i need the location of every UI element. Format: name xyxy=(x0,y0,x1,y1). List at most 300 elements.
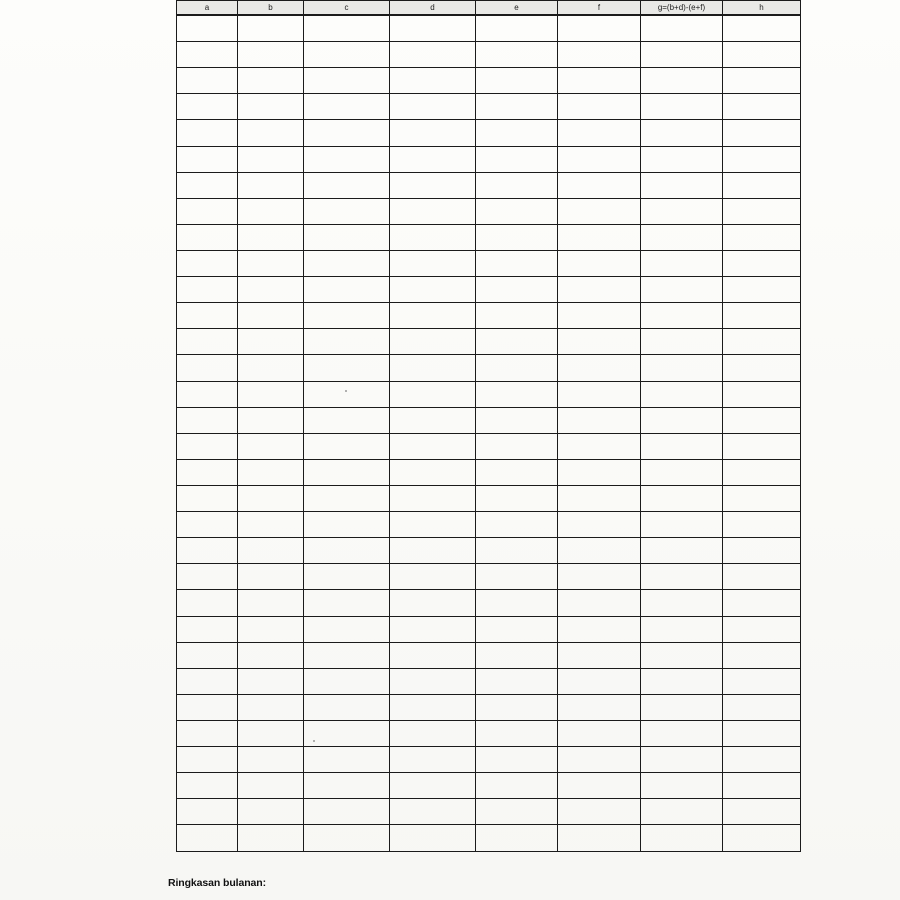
table-cell[interactable] xyxy=(238,251,304,277)
table-cell[interactable] xyxy=(476,668,558,694)
table-cell[interactable] xyxy=(641,616,723,642)
table-cell[interactable] xyxy=(177,94,238,120)
table-cell[interactable] xyxy=(304,68,390,94)
table-row xyxy=(177,120,801,146)
table-row xyxy=(177,251,801,277)
table-cell[interactable] xyxy=(390,773,476,799)
table-cell[interactable] xyxy=(238,720,304,746)
table-cell[interactable] xyxy=(641,668,723,694)
table-row xyxy=(177,799,801,825)
table-cell[interactable] xyxy=(641,68,723,94)
table-cell[interactable] xyxy=(390,277,476,303)
table-cell[interactable] xyxy=(304,407,390,433)
table-cell[interactable] xyxy=(476,747,558,773)
table-cell[interactable] xyxy=(304,538,390,564)
table-cell[interactable] xyxy=(641,773,723,799)
table-cell[interactable] xyxy=(238,355,304,381)
table-cell[interactable] xyxy=(641,15,723,42)
table-cell[interactable] xyxy=(723,42,801,68)
table-cell[interactable] xyxy=(390,329,476,355)
table-cell[interactable] xyxy=(390,799,476,825)
table-cell[interactable] xyxy=(476,172,558,198)
table-cell[interactable] xyxy=(641,485,723,511)
table-cell[interactable] xyxy=(476,459,558,485)
table-cell[interactable] xyxy=(641,277,723,303)
table-cell[interactable] xyxy=(390,747,476,773)
table-cell[interactable] xyxy=(304,825,390,852)
table-cell[interactable] xyxy=(476,642,558,668)
table-cell[interactable] xyxy=(641,407,723,433)
table-cell[interactable] xyxy=(304,120,390,146)
table-row xyxy=(177,538,801,564)
table-cell[interactable] xyxy=(558,355,641,381)
table-cell[interactable] xyxy=(238,146,304,172)
table-cell[interactable] xyxy=(177,720,238,746)
table-cell[interactable] xyxy=(304,459,390,485)
table-cell[interactable] xyxy=(723,277,801,303)
table-cell[interactable] xyxy=(390,407,476,433)
table-cell[interactable] xyxy=(558,224,641,250)
table-cell[interactable] xyxy=(558,329,641,355)
table-cell[interactable] xyxy=(390,42,476,68)
table-cell[interactable] xyxy=(558,747,641,773)
table-cell[interactable] xyxy=(641,42,723,68)
table-cell[interactable] xyxy=(238,747,304,773)
table-cell[interactable] xyxy=(390,590,476,616)
column-header: c xyxy=(304,1,390,16)
table-cell[interactable] xyxy=(304,694,390,720)
table-row xyxy=(177,433,801,459)
table-cell[interactable] xyxy=(558,590,641,616)
table-cell[interactable] xyxy=(177,42,238,68)
table-cell[interactable] xyxy=(558,94,641,120)
table-cell[interactable] xyxy=(390,303,476,329)
table-cell[interactable] xyxy=(723,485,801,511)
table-cell[interactable] xyxy=(641,198,723,224)
table-cell[interactable] xyxy=(177,381,238,407)
table-cell[interactable] xyxy=(238,224,304,250)
table-cell[interactable] xyxy=(641,433,723,459)
table-cell[interactable] xyxy=(641,747,723,773)
table-cell[interactable] xyxy=(177,538,238,564)
table-cell[interactable] xyxy=(723,694,801,720)
table-row xyxy=(177,224,801,250)
table-cell[interactable] xyxy=(476,512,558,538)
table-cell[interactable] xyxy=(304,512,390,538)
table-cell[interactable] xyxy=(238,512,304,538)
table-row xyxy=(177,616,801,642)
table-cell[interactable] xyxy=(558,485,641,511)
table-cell[interactable] xyxy=(476,355,558,381)
table-cell[interactable] xyxy=(723,146,801,172)
table-cell[interactable] xyxy=(238,433,304,459)
table-cell[interactable] xyxy=(558,668,641,694)
column-header: f xyxy=(558,1,641,16)
table-cell[interactable] xyxy=(177,512,238,538)
table-cell[interactable] xyxy=(476,538,558,564)
table-cell[interactable] xyxy=(476,94,558,120)
table-cell[interactable] xyxy=(476,303,558,329)
table-cell[interactable] xyxy=(177,564,238,590)
table-row xyxy=(177,694,801,720)
table-cell[interactable] xyxy=(390,120,476,146)
table-cell[interactable] xyxy=(304,485,390,511)
table-cell[interactable] xyxy=(177,224,238,250)
table-cell[interactable] xyxy=(390,251,476,277)
table-cell[interactable] xyxy=(177,773,238,799)
table-cell[interactable] xyxy=(238,42,304,68)
table-cell[interactable] xyxy=(390,224,476,250)
table-cell[interactable] xyxy=(641,825,723,852)
table-cell[interactable] xyxy=(177,355,238,381)
table-cell[interactable] xyxy=(641,799,723,825)
table-cell[interactable] xyxy=(177,799,238,825)
table-cell[interactable] xyxy=(177,303,238,329)
table-cell[interactable] xyxy=(238,303,304,329)
table-cell[interactable] xyxy=(476,433,558,459)
table-cell[interactable] xyxy=(304,94,390,120)
table-cell[interactable] xyxy=(390,381,476,407)
table-cell[interactable] xyxy=(641,512,723,538)
table-cell[interactable] xyxy=(476,799,558,825)
table-cell[interactable] xyxy=(641,329,723,355)
table-cell[interactable] xyxy=(304,146,390,172)
table-cell[interactable] xyxy=(238,94,304,120)
table-cell[interactable] xyxy=(558,459,641,485)
table-cell[interactable] xyxy=(238,172,304,198)
table-cell[interactable] xyxy=(476,68,558,94)
table-cell[interactable] xyxy=(476,485,558,511)
table-cell[interactable] xyxy=(304,720,390,746)
table-cell[interactable] xyxy=(304,642,390,668)
table-cell[interactable] xyxy=(390,198,476,224)
table-cell[interactable] xyxy=(558,694,641,720)
table-cell[interactable] xyxy=(558,120,641,146)
table-row xyxy=(177,68,801,94)
table-cell[interactable] xyxy=(390,564,476,590)
table-cell[interactable] xyxy=(558,720,641,746)
table-cell[interactable] xyxy=(304,277,390,303)
scan-speck xyxy=(313,740,315,742)
table-cell[interactable] xyxy=(476,224,558,250)
table-cell[interactable] xyxy=(390,355,476,381)
table-row xyxy=(177,590,801,616)
table-cell[interactable] xyxy=(177,277,238,303)
table-cell[interactable] xyxy=(177,485,238,511)
column-header: e xyxy=(476,1,558,16)
table-cell[interactable] xyxy=(558,303,641,329)
table-cell[interactable] xyxy=(558,642,641,668)
table-cell[interactable] xyxy=(238,773,304,799)
table-row xyxy=(177,407,801,433)
table-cell[interactable] xyxy=(476,590,558,616)
table-cell[interactable] xyxy=(390,459,476,485)
table-cell[interactable] xyxy=(177,329,238,355)
table-cell[interactable] xyxy=(723,459,801,485)
table-cell[interactable] xyxy=(558,799,641,825)
table-cell[interactable] xyxy=(238,68,304,94)
table-cell[interactable] xyxy=(558,146,641,172)
table-cell[interactable] xyxy=(304,329,390,355)
table-cell[interactable] xyxy=(390,642,476,668)
table-row xyxy=(177,198,801,224)
table-row xyxy=(177,642,801,668)
table-cell[interactable] xyxy=(238,15,304,42)
table-cell[interactable] xyxy=(476,277,558,303)
table-cell[interactable] xyxy=(304,251,390,277)
table-cell[interactable] xyxy=(723,15,801,42)
table-row xyxy=(177,146,801,172)
table-cell[interactable] xyxy=(723,94,801,120)
table-cell[interactable] xyxy=(476,825,558,852)
table-cell[interactable] xyxy=(390,512,476,538)
table-cell[interactable] xyxy=(723,616,801,642)
table-cell[interactable] xyxy=(723,668,801,694)
table-cell[interactable] xyxy=(476,251,558,277)
table-row xyxy=(177,277,801,303)
table-cell[interactable] xyxy=(177,668,238,694)
table-cell[interactable] xyxy=(238,538,304,564)
table-cell[interactable] xyxy=(723,329,801,355)
table-cell[interactable] xyxy=(304,15,390,42)
table-cell[interactable] xyxy=(476,146,558,172)
table-cell[interactable] xyxy=(723,747,801,773)
table-cell[interactable] xyxy=(304,433,390,459)
table-cell[interactable] xyxy=(304,616,390,642)
table-cell[interactable] xyxy=(476,407,558,433)
table-row xyxy=(177,564,801,590)
table-cell[interactable] xyxy=(304,590,390,616)
table-cell[interactable] xyxy=(723,642,801,668)
table-cell[interactable] xyxy=(723,590,801,616)
table-cell[interactable] xyxy=(238,590,304,616)
table-cell[interactable] xyxy=(723,68,801,94)
table-cell[interactable] xyxy=(641,459,723,485)
table-row xyxy=(177,459,801,485)
table-row xyxy=(177,94,801,120)
table-cell[interactable] xyxy=(558,68,641,94)
table-cell[interactable] xyxy=(723,251,801,277)
table-cell[interactable] xyxy=(723,512,801,538)
column-header: h xyxy=(723,1,801,16)
table-cell[interactable] xyxy=(177,642,238,668)
table-cell[interactable] xyxy=(304,564,390,590)
table-cell[interactable] xyxy=(390,720,476,746)
table-row xyxy=(177,355,801,381)
table-cell[interactable] xyxy=(723,773,801,799)
table-cell[interactable] xyxy=(723,303,801,329)
table-cell[interactable] xyxy=(304,198,390,224)
table-cell[interactable] xyxy=(476,773,558,799)
table-cell[interactable] xyxy=(390,15,476,42)
table-cell[interactable] xyxy=(641,694,723,720)
table-cell[interactable] xyxy=(238,120,304,146)
table-cell[interactable] xyxy=(723,381,801,407)
table-cell[interactable] xyxy=(476,198,558,224)
table-cell[interactable] xyxy=(558,433,641,459)
table-cell[interactable] xyxy=(238,825,304,852)
table-cell[interactable] xyxy=(723,172,801,198)
table-cell[interactable] xyxy=(723,407,801,433)
column-header: g=(b+d)-(e+f) xyxy=(641,1,723,16)
table-cell[interactable] xyxy=(641,355,723,381)
table-cell[interactable] xyxy=(641,146,723,172)
table-row xyxy=(177,825,801,852)
table-cell[interactable] xyxy=(238,407,304,433)
table-cell[interactable] xyxy=(723,198,801,224)
table-cell[interactable] xyxy=(558,42,641,68)
table-cell[interactable] xyxy=(238,381,304,407)
table-row xyxy=(177,485,801,511)
table-cell[interactable] xyxy=(641,642,723,668)
table-cell[interactable] xyxy=(558,773,641,799)
table-cell[interactable] xyxy=(238,799,304,825)
table-cell[interactable] xyxy=(558,198,641,224)
table-cell[interactable] xyxy=(177,433,238,459)
table-cell[interactable] xyxy=(238,668,304,694)
table-cell[interactable] xyxy=(177,747,238,773)
table-cell[interactable] xyxy=(390,616,476,642)
ledger-table xyxy=(176,0,801,852)
table-cell[interactable] xyxy=(390,146,476,172)
table-cell[interactable] xyxy=(304,303,390,329)
header-row xyxy=(177,1,801,16)
table-cell[interactable] xyxy=(558,564,641,590)
table-cell[interactable] xyxy=(238,564,304,590)
table-row xyxy=(177,15,801,42)
table-cell[interactable] xyxy=(304,668,390,694)
table-row xyxy=(177,381,801,407)
table-cell[interactable] xyxy=(177,694,238,720)
table-cell[interactable] xyxy=(558,172,641,198)
table-cell[interactable] xyxy=(238,198,304,224)
table-cell[interactable] xyxy=(476,329,558,355)
table-cell[interactable] xyxy=(641,120,723,146)
table-cell[interactable] xyxy=(723,355,801,381)
table-cell[interactable] xyxy=(390,694,476,720)
table-cell[interactable] xyxy=(177,15,238,42)
table-cell[interactable] xyxy=(476,42,558,68)
table-cell[interactable] xyxy=(390,485,476,511)
table-row xyxy=(177,720,801,746)
table-cell[interactable] xyxy=(177,825,238,852)
table-cell[interactable] xyxy=(558,15,641,42)
table-cell[interactable] xyxy=(641,224,723,250)
table-cell[interactable] xyxy=(177,616,238,642)
table-cell[interactable] xyxy=(641,172,723,198)
table-row xyxy=(177,773,801,799)
table-cell[interactable] xyxy=(238,616,304,642)
table-cell[interactable] xyxy=(723,564,801,590)
table-cell[interactable] xyxy=(723,224,801,250)
table-cell[interactable] xyxy=(641,538,723,564)
table-cell[interactable] xyxy=(390,68,476,94)
table-row xyxy=(177,747,801,773)
table-cell[interactable] xyxy=(390,94,476,120)
table-cell[interactable] xyxy=(177,120,238,146)
table-cell[interactable] xyxy=(304,773,390,799)
table-cell[interactable] xyxy=(238,694,304,720)
table-cell[interactable] xyxy=(558,407,641,433)
table-cell[interactable] xyxy=(476,381,558,407)
table-cell[interactable] xyxy=(723,720,801,746)
table-cell[interactable] xyxy=(641,720,723,746)
column-header: d xyxy=(390,1,476,16)
table-cell[interactable] xyxy=(558,825,641,852)
table-cell[interactable] xyxy=(304,355,390,381)
table-cell[interactable] xyxy=(723,120,801,146)
table-cell[interactable] xyxy=(177,146,238,172)
table-cell[interactable] xyxy=(238,277,304,303)
table-cell[interactable] xyxy=(177,68,238,94)
table-cell[interactable] xyxy=(390,172,476,198)
table-cell[interactable] xyxy=(723,799,801,825)
table-cell[interactable] xyxy=(641,251,723,277)
table-cell[interactable] xyxy=(476,564,558,590)
table-cell[interactable] xyxy=(476,15,558,42)
table-cell[interactable] xyxy=(558,538,641,564)
table-cell[interactable] xyxy=(390,668,476,694)
column-header: b xyxy=(238,1,304,16)
table-row xyxy=(177,668,801,694)
table-cell[interactable] xyxy=(476,616,558,642)
table-cell[interactable] xyxy=(723,433,801,459)
table-cell[interactable] xyxy=(177,459,238,485)
table-cell[interactable] xyxy=(558,251,641,277)
table-cell[interactable] xyxy=(177,251,238,277)
table-cell[interactable] xyxy=(304,172,390,198)
table-cell[interactable] xyxy=(723,538,801,564)
table-cell[interactable] xyxy=(304,799,390,825)
table-body xyxy=(177,15,801,852)
table-cell[interactable] xyxy=(476,720,558,746)
table-cell[interactable] xyxy=(558,381,641,407)
table-cell[interactable] xyxy=(476,694,558,720)
table-cell[interactable] xyxy=(304,224,390,250)
table-cell[interactable] xyxy=(304,747,390,773)
table-cell[interactable] xyxy=(390,825,476,852)
table-cell[interactable] xyxy=(177,172,238,198)
monthly-summary-label: Ringkasan bulanan: xyxy=(168,877,266,889)
table-cell[interactable] xyxy=(723,825,801,852)
table-cell[interactable] xyxy=(641,590,723,616)
table-cell[interactable] xyxy=(641,303,723,329)
table-cell[interactable] xyxy=(177,407,238,433)
table-cell[interactable] xyxy=(558,616,641,642)
table-cell[interactable] xyxy=(304,381,390,407)
table-cell[interactable] xyxy=(390,433,476,459)
scan-speck xyxy=(345,390,347,392)
table-cell[interactable] xyxy=(304,42,390,68)
column-header: a xyxy=(177,1,238,16)
table-cell[interactable] xyxy=(238,329,304,355)
table-cell[interactable] xyxy=(641,94,723,120)
table-cell[interactable] xyxy=(238,459,304,485)
table-cell[interactable] xyxy=(177,590,238,616)
table-row xyxy=(177,172,801,198)
table-cell[interactable] xyxy=(238,642,304,668)
table-cell[interactable] xyxy=(177,198,238,224)
table-cell[interactable] xyxy=(238,485,304,511)
table-cell[interactable] xyxy=(641,564,723,590)
table-cell[interactable] xyxy=(390,538,476,564)
table-cell[interactable] xyxy=(476,120,558,146)
table-cell[interactable] xyxy=(641,381,723,407)
table-row xyxy=(177,329,801,355)
table-cell[interactable] xyxy=(558,277,641,303)
table-row xyxy=(177,512,801,538)
table-cell[interactable] xyxy=(558,512,641,538)
